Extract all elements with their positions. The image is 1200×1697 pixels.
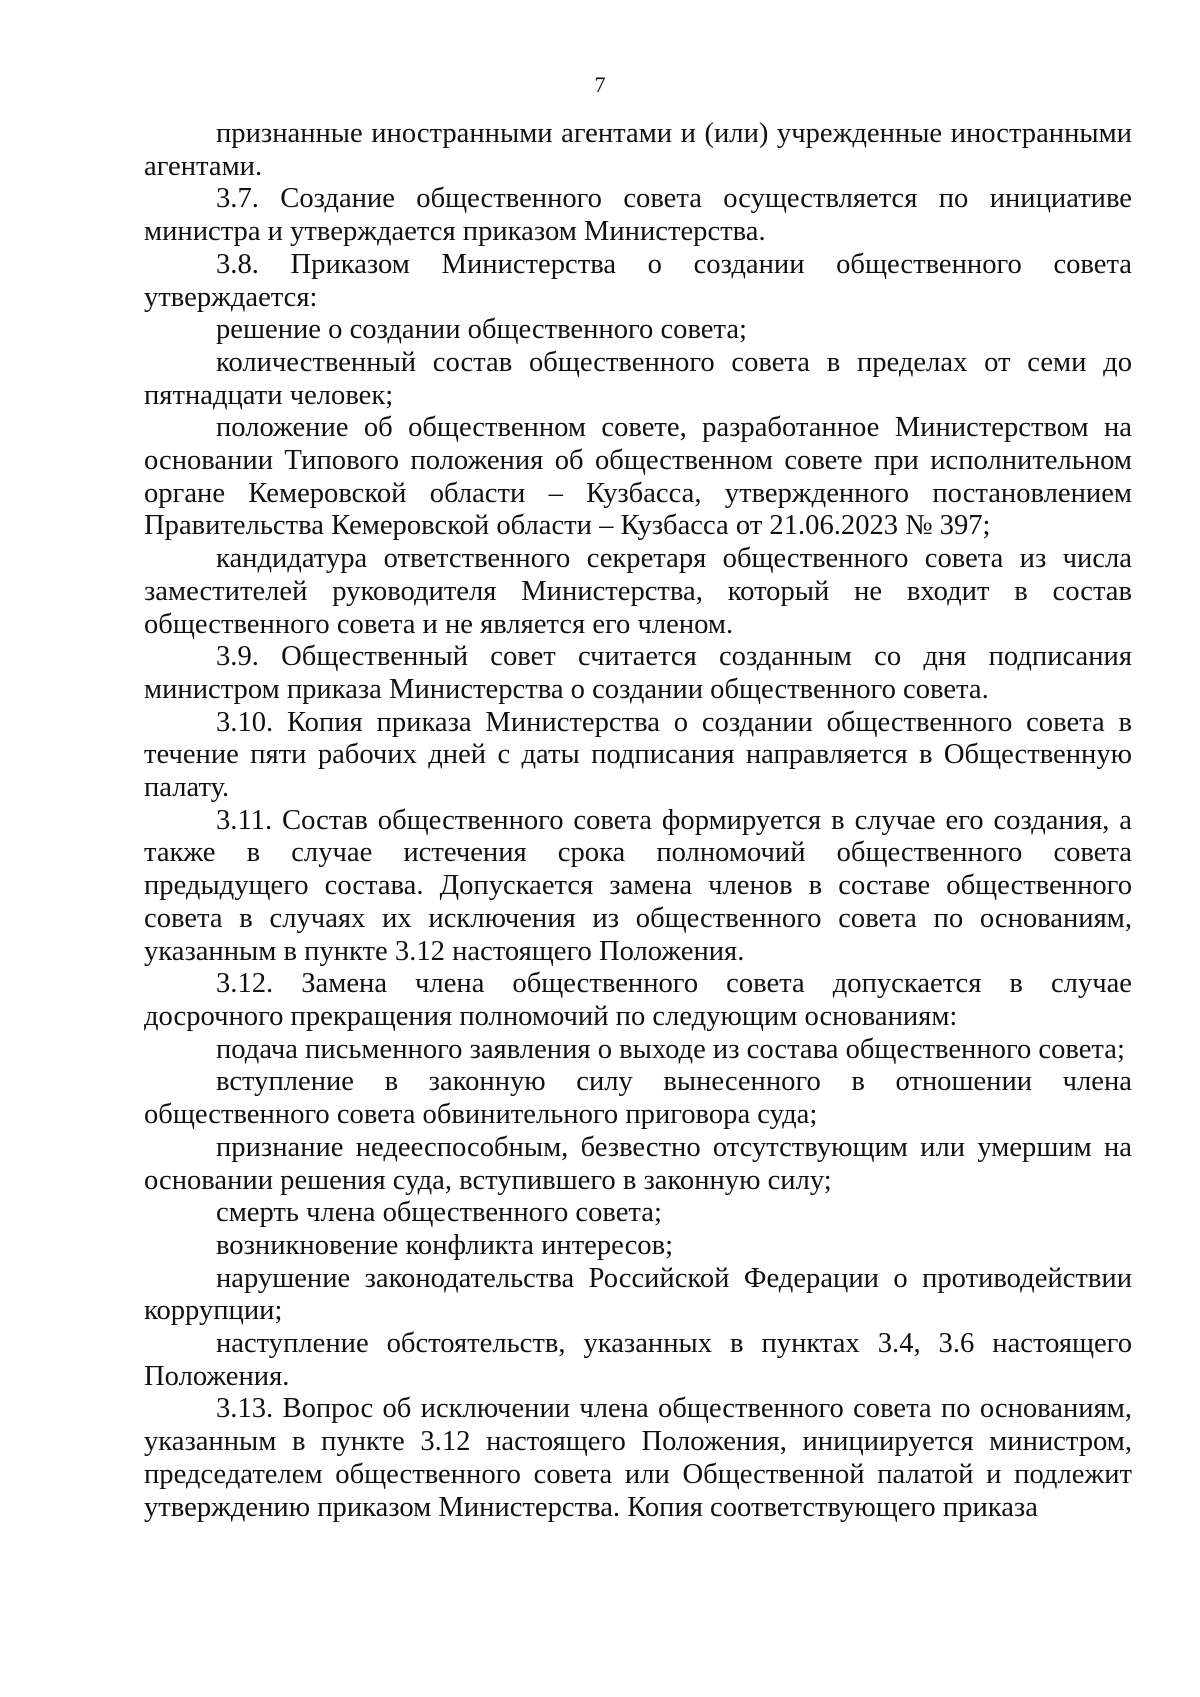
page-number: 7: [594, 72, 606, 97]
document-body: [144, 118, 1132, 1524]
list-item-written-application: подача письменного заявления о выходе из состава общественного совета;: [216, 1033, 1125, 1065]
paragraph-3-7: 3.7. Создание общественного совета осуществляется по инициативе министра и утверждается приказом Министерства.: [144, 183, 1132, 248]
list-item-quantity: количественный состав общественного совета в пределах от семи до пятнадцати человек;: [144, 346, 1132, 411]
paragraph-3-13: 3.13. Вопрос об исключении члена общественного совета по основаниям, указанным в пункте 3.12 настоящего Положения, инициируется министром, председателем общественного совета или Общественной палатой и подлежит утверждению приказом Министерства. Копия соответствующего приказа: [144, 1393, 1132, 1523]
list-item-secretary: кандидатура ответственного секретаря общественного совета из числа заместителей руководителя Министерства, который не входит в состав общественного совета и не является его членом.: [144, 543, 1132, 640]
list-item-decision: решение о создании общественного совета;: [216, 314, 747, 346]
list-item-anti-corruption: нарушение законодательства Российской Федерации о противодействии коррупции;: [144, 1262, 1132, 1327]
paragraph-3-12: 3.12. Замена члена общественного совета допускается в случае досрочного прекращения полномочий по следующим основаниям:: [144, 968, 1132, 1032]
list-item-death: смерть члена общественного совета;: [216, 1197, 662, 1229]
list-item-regulation: положение об общественном совете, разработанное Министерством на основании Типового положения об общественном совете при исполнительном органе Кемеровской области – Кузбасса, утвержденного постановлением Правительства Кемеровской области – Кузбасса от 21.06.2023 № 397;: [144, 412, 1132, 542]
list-item-court-verdict: вступление в законную силу вынесенного в отношении члена общественного совета обвинительного приговора суда;: [144, 1066, 1132, 1131]
paragraph-continuation-foreign-agents: признанные иностранными агентами и (или) учрежденные иностранными агентами.: [144, 118, 1132, 182]
list-item-circumstances: наступление обстоятельств, указанных в пунктах 3.4, 3.6 настоящего Положения.: [144, 1328, 1132, 1392]
paragraph-3-8: 3.8. Приказом Министерства о создании общественного совета утверждается:: [144, 248, 1132, 313]
list-item-conflict-of-interest: возникновение конфликта интересов;: [216, 1229, 674, 1261]
list-item-incapacity: признание недееспособным, безвестно отсутствующим или умершим на основании решения суда, вступившего в законную силу;: [144, 1131, 1132, 1196]
paragraph-3-10: 3.10. Копия приказа Министерства о создании общественного совета в течение пяти рабочих дней с даты подписания направляется в Общественную палату.: [144, 706, 1132, 804]
paragraph-3-11: 3.11. Состав общественного совета формируется в случае его создания, а также в случае истечения срока полномочий общественного совета предыдущего состава. Допускается замена членов в составе общественного совета в случаях их исключения из общественного совета по основаниям, указанным в пункте 3.12 настоящего Положения.: [144, 804, 1132, 967]
paragraph-3-9: 3.9. Общественный совет считается созданным со дня подписания министром приказа Министерства о создании общественного совета.: [144, 641, 1132, 705]
